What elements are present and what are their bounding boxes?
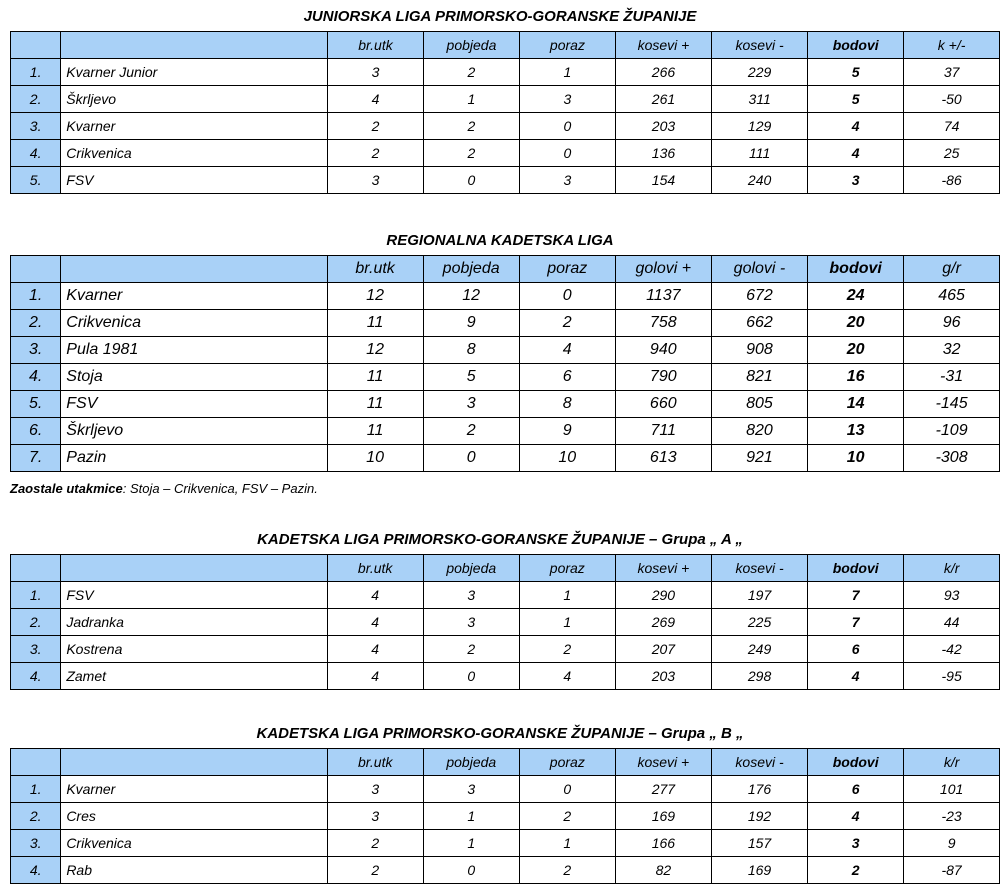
points-cell: 10	[808, 445, 904, 472]
stat-cell: 0	[520, 113, 616, 140]
table-row	[11, 310, 1000, 337]
points-cell: 3	[808, 830, 904, 857]
points-cell: 5	[808, 86, 904, 113]
team-name-cell: Kvarner	[61, 776, 327, 803]
stat-cell: 240	[712, 167, 808, 194]
league-title: KADETSKA LIGA PRIMORSKO-GORANSKE ŽUPANIJE – Grupa „ A „	[257, 531, 743, 548]
table-row	[11, 830, 1000, 857]
stat-cell: 1	[520, 59, 616, 86]
stat-cell: 207	[615, 636, 711, 663]
rank-cell: 2.	[11, 803, 61, 830]
points-cell: 6	[808, 776, 904, 803]
note-text: : Stoja – Crikvenica, FSV – Pazin.	[122, 481, 318, 496]
stat-cell: 2	[327, 830, 423, 857]
stat-cell: 2	[423, 140, 519, 167]
column-header: br.utk	[327, 749, 423, 776]
stat-cell: 166	[615, 830, 711, 857]
rank-cell: 3.	[11, 636, 61, 663]
stat-cell: 266	[615, 59, 711, 86]
points-cell: 4	[808, 113, 904, 140]
column-header	[61, 256, 327, 283]
team-name-cell: Kostrena	[61, 636, 327, 663]
stat-cell: 192	[711, 803, 807, 830]
rank-cell: 1.	[11, 776, 61, 803]
stat-cell: 8	[423, 337, 519, 364]
rank-cell: 2.	[11, 310, 61, 337]
stat-cell: 672	[711, 283, 807, 310]
stat-cell: 157	[711, 830, 807, 857]
team-name-cell: Zamet	[61, 663, 327, 690]
column-header: golovi -	[711, 256, 807, 283]
table-row	[11, 391, 1000, 418]
stat-cell: 93	[904, 582, 1000, 609]
points-cell: 14	[808, 391, 904, 418]
stat-cell: 3	[327, 776, 423, 803]
points-cell: 4	[808, 663, 904, 690]
team-name-cell: Pazin	[61, 445, 327, 472]
table-header-row	[11, 749, 1000, 776]
column-header: poraz	[519, 555, 615, 582]
rank-cell: 5.	[11, 391, 61, 418]
table-row	[11, 418, 1000, 445]
stat-cell: -31	[904, 364, 1000, 391]
stat-cell: -109	[904, 418, 1000, 445]
column-header	[11, 555, 61, 582]
note-label: Zaostale utakmice	[10, 481, 123, 496]
column-header: kosevi -	[711, 749, 807, 776]
rank-cell: 3.	[11, 337, 61, 364]
stat-cell: 277	[615, 776, 711, 803]
team-name-cell: Cres	[61, 803, 327, 830]
stat-cell: 261	[615, 86, 711, 113]
points-cell: 24	[808, 283, 904, 310]
stat-cell: 4	[519, 337, 615, 364]
stat-cell: 1	[423, 803, 519, 830]
stat-cell: 908	[711, 337, 807, 364]
column-header: br.utk	[327, 555, 423, 582]
stat-cell: 0	[423, 857, 519, 884]
stat-cell: 96	[904, 310, 1000, 337]
column-header: br.utk	[327, 256, 423, 283]
team-name-cell: Crikvenica	[61, 310, 327, 337]
stat-cell: 3	[328, 59, 424, 86]
column-header	[11, 32, 61, 59]
stat-cell: 3	[423, 776, 519, 803]
rank-cell: 1.	[11, 59, 61, 86]
points-cell: 16	[808, 364, 904, 391]
stat-cell: 4	[519, 663, 615, 690]
stat-cell: 203	[615, 663, 711, 690]
table-row	[11, 59, 1000, 86]
stat-cell: 12	[327, 337, 423, 364]
table-row	[11, 609, 1000, 636]
stat-cell: 2	[423, 636, 519, 663]
stat-cell: 74	[904, 113, 1000, 140]
stat-cell: 0	[519, 283, 615, 310]
stat-cell: 4	[327, 609, 423, 636]
column-header: k/r	[904, 555, 1000, 582]
stat-cell: 4	[328, 86, 424, 113]
stat-cell: 203	[615, 113, 711, 140]
stat-cell: 3	[423, 391, 519, 418]
stat-cell: 169	[615, 803, 711, 830]
team-name-cell: Kvarner Junior	[61, 59, 328, 86]
league-title: KADETSKA LIGA PRIMORSKO-GORANSKE ŽUPANIJE – Grupa „ B „	[256, 725, 744, 742]
stat-cell: -86	[904, 167, 1000, 194]
team-name-cell: FSV	[61, 582, 327, 609]
stat-cell: 2	[519, 310, 615, 337]
table-row	[11, 776, 1000, 803]
stat-cell: 1	[423, 86, 519, 113]
stat-cell: 921	[711, 445, 807, 472]
stat-cell: -308	[904, 445, 1000, 472]
stat-cell: 0	[423, 167, 519, 194]
standings-table	[10, 748, 1000, 884]
stat-cell: -23	[904, 803, 1000, 830]
stat-cell: 11	[327, 391, 423, 418]
stat-cell: 4	[327, 636, 423, 663]
column-header	[61, 555, 327, 582]
stat-cell: 4	[327, 582, 423, 609]
team-name-cell: Pula 1981	[61, 337, 327, 364]
stat-cell: 10	[519, 445, 615, 472]
stat-cell: 225	[711, 609, 807, 636]
stat-cell: 12	[327, 283, 423, 310]
stat-cell: 465	[904, 283, 1000, 310]
stat-cell: 4	[327, 663, 423, 690]
stat-cell: 136	[615, 140, 711, 167]
column-header: golovi +	[615, 256, 711, 283]
column-header: poraz	[519, 256, 615, 283]
points-cell: 2	[808, 857, 904, 884]
column-header	[61, 749, 327, 776]
team-name-cell: Jadranka	[61, 609, 327, 636]
stat-cell: 2	[519, 857, 615, 884]
column-header: pobjeda	[423, 749, 519, 776]
table-row	[11, 337, 1000, 364]
stat-cell: 129	[712, 113, 808, 140]
column-header: bodovi	[808, 256, 904, 283]
stat-cell: 101	[904, 776, 1000, 803]
column-header: pobjeda	[423, 32, 519, 59]
stat-cell: 3	[423, 609, 519, 636]
table-row	[11, 663, 1000, 690]
rank-cell: 5.	[11, 167, 61, 194]
stat-cell: 229	[712, 59, 808, 86]
league-title: REGIONALNA KADETSKA LIGA	[386, 232, 614, 249]
stat-cell: 44	[904, 609, 1000, 636]
table-row	[11, 445, 1000, 472]
stat-cell: 613	[615, 445, 711, 472]
stat-cell: 758	[615, 310, 711, 337]
points-cell: 4	[808, 140, 904, 167]
table-row	[11, 86, 1000, 113]
stat-cell: 3	[327, 803, 423, 830]
stat-cell: 0	[520, 140, 616, 167]
points-cell: 4	[808, 803, 904, 830]
stat-cell: -50	[904, 86, 1000, 113]
stat-cell: 11	[327, 418, 423, 445]
stat-cell: 32	[904, 337, 1000, 364]
column-header: k/r	[904, 749, 1000, 776]
rank-cell: 2.	[11, 86, 61, 113]
table-header-row	[11, 32, 1000, 59]
table-row	[11, 167, 1000, 194]
column-header: poraz	[519, 749, 615, 776]
stat-cell: 10	[327, 445, 423, 472]
column-header: bodovi	[808, 749, 904, 776]
stat-cell: 2	[519, 803, 615, 830]
stat-cell: 25	[904, 140, 1000, 167]
stat-cell: 805	[711, 391, 807, 418]
team-name-cell: Škrljevo	[61, 86, 328, 113]
standings-table	[10, 554, 1000, 690]
stat-cell: 6	[519, 364, 615, 391]
team-name-cell: Kvarner	[61, 283, 327, 310]
team-name-cell: Crikvenica	[61, 830, 327, 857]
stat-cell: 82	[615, 857, 711, 884]
stat-cell: 154	[615, 167, 711, 194]
rank-cell: 4.	[11, 857, 61, 884]
rank-cell: 4.	[11, 140, 61, 167]
stat-cell: 662	[711, 310, 807, 337]
column-header	[11, 256, 61, 283]
stat-cell: 821	[711, 364, 807, 391]
stat-cell: -145	[904, 391, 1000, 418]
points-cell: 20	[808, 310, 904, 337]
stat-cell: 8	[519, 391, 615, 418]
stat-cell: -87	[904, 857, 1000, 884]
team-name-cell: FSV	[61, 391, 327, 418]
stat-cell: 5	[423, 364, 519, 391]
stat-cell: 3	[423, 582, 519, 609]
table-row	[11, 140, 1000, 167]
stat-cell: 940	[615, 337, 711, 364]
points-cell: 3	[808, 167, 904, 194]
stat-cell: 2	[423, 418, 519, 445]
stat-cell: 2	[328, 113, 424, 140]
rank-cell: 4.	[11, 364, 61, 391]
points-cell: 13	[808, 418, 904, 445]
rank-cell: 1.	[11, 283, 61, 310]
column-header: kosevi -	[711, 555, 807, 582]
stat-cell: 1	[519, 609, 615, 636]
rank-cell: 1.	[11, 582, 61, 609]
stat-cell: 1	[519, 830, 615, 857]
team-name-cell: Stoja	[61, 364, 327, 391]
stat-cell: 1	[423, 830, 519, 857]
stat-cell: 3	[520, 167, 616, 194]
rank-cell: 3.	[11, 830, 61, 857]
stat-cell: 1	[519, 582, 615, 609]
points-cell: 6	[808, 636, 904, 663]
table-row	[11, 636, 1000, 663]
stat-cell: 9	[904, 830, 1000, 857]
rank-cell: 2.	[11, 609, 61, 636]
table-row	[11, 364, 1000, 391]
column-header: br.utk	[328, 32, 424, 59]
stat-cell: 111	[712, 140, 808, 167]
table-row	[11, 803, 1000, 830]
column-header	[61, 32, 328, 59]
stat-cell: 176	[711, 776, 807, 803]
column-header: k +/-	[904, 32, 1000, 59]
points-cell: 20	[808, 337, 904, 364]
column-header: bodovi	[808, 32, 904, 59]
table-row	[11, 857, 1000, 884]
table-row	[11, 582, 1000, 609]
stat-cell: 2	[423, 113, 519, 140]
stat-cell: 2	[327, 857, 423, 884]
stat-cell: 0	[423, 445, 519, 472]
rank-cell: 7.	[11, 445, 61, 472]
table-header-row	[11, 256, 1000, 283]
stat-cell: 3	[520, 86, 616, 113]
team-name-cell: Rab	[61, 857, 327, 884]
stat-cell: 11	[327, 310, 423, 337]
stat-cell: 169	[711, 857, 807, 884]
column-header: poraz	[520, 32, 616, 59]
points-cell: 7	[808, 609, 904, 636]
rank-cell: 3.	[11, 113, 61, 140]
column-header: kosevi -	[712, 32, 808, 59]
stat-cell: 0	[423, 663, 519, 690]
column-header: kosevi +	[615, 32, 711, 59]
points-cell: 5	[808, 59, 904, 86]
team-name-cell: FSV	[61, 167, 328, 194]
stat-cell: -42	[904, 636, 1000, 663]
rank-cell: 6.	[11, 418, 61, 445]
stat-cell: -95	[904, 663, 1000, 690]
stat-cell: 0	[519, 776, 615, 803]
stat-cell: 11	[327, 364, 423, 391]
stat-cell: 820	[711, 418, 807, 445]
team-name-cell: Škrljevo	[61, 418, 327, 445]
stat-cell: 37	[904, 59, 1000, 86]
stat-cell: 3	[328, 167, 424, 194]
rank-cell: 4.	[11, 663, 61, 690]
stat-cell: 269	[615, 609, 711, 636]
column-header: kosevi +	[615, 749, 711, 776]
column-header: kosevi +	[615, 555, 711, 582]
stat-cell: 298	[711, 663, 807, 690]
stat-cell: 1137	[615, 283, 711, 310]
stat-cell: 290	[615, 582, 711, 609]
table-header-row	[11, 555, 1000, 582]
stat-cell: 2	[423, 59, 519, 86]
stat-cell: 790	[615, 364, 711, 391]
stat-cell: 249	[711, 636, 807, 663]
standings-table	[10, 255, 1000, 472]
table-row	[11, 283, 1000, 310]
stat-cell: 311	[712, 86, 808, 113]
team-name-cell: Crikvenica	[61, 140, 328, 167]
stat-cell: 2	[328, 140, 424, 167]
stat-cell: 9	[423, 310, 519, 337]
column-header: g/r	[904, 256, 1000, 283]
postponed-matches-note	[10, 481, 318, 496]
standings-table	[10, 31, 1000, 194]
stat-cell: 711	[615, 418, 711, 445]
points-cell: 7	[808, 582, 904, 609]
stat-cell: 2	[519, 636, 615, 663]
column-header: pobjeda	[423, 256, 519, 283]
stat-cell: 660	[615, 391, 711, 418]
team-name-cell: Kvarner	[61, 113, 328, 140]
stat-cell: 12	[423, 283, 519, 310]
league-title: JUNIORSKA LIGA PRIMORSKO-GORANSKE ŽUPANIJE	[303, 8, 697, 25]
column-header: pobjeda	[423, 555, 519, 582]
column-header	[11, 749, 61, 776]
table-row	[11, 113, 1000, 140]
stat-cell: 9	[519, 418, 615, 445]
stat-cell: 197	[711, 582, 807, 609]
column-header: bodovi	[808, 555, 904, 582]
